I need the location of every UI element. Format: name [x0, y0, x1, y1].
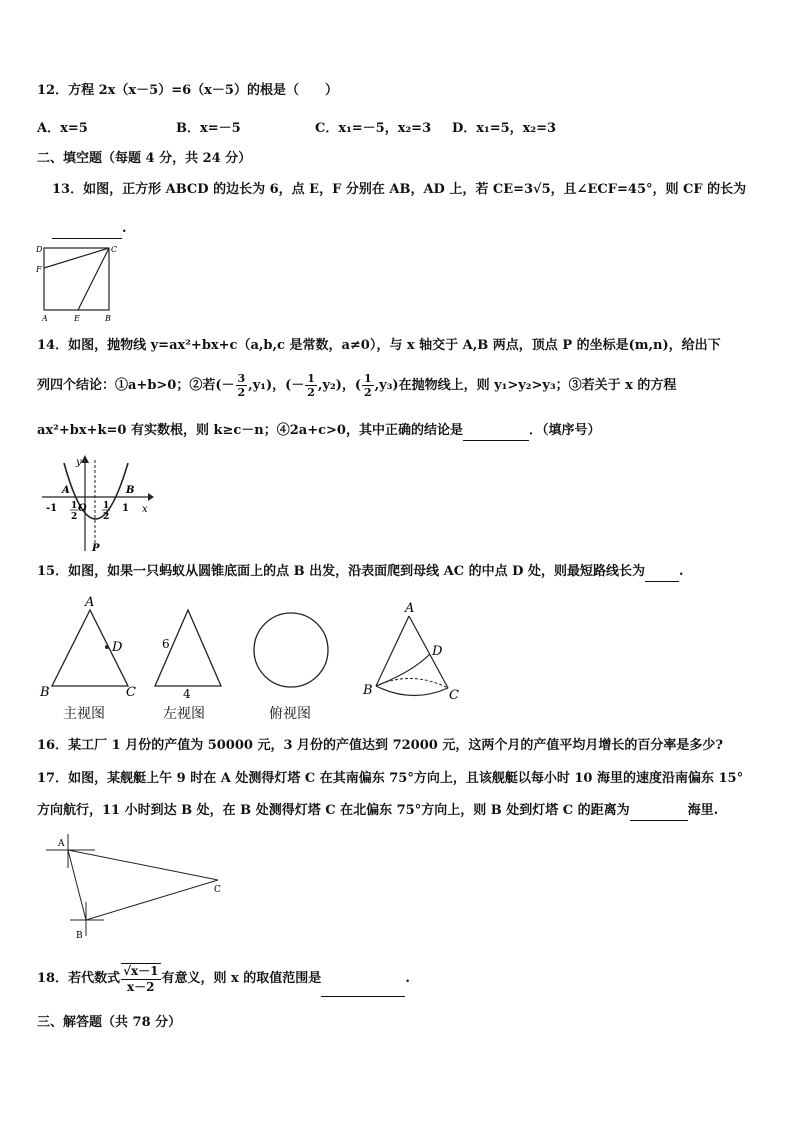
label-B: B — [363, 683, 373, 698]
label-C: C — [449, 688, 459, 703]
answer-blank[interactable] — [645, 563, 679, 582]
q18-text: 18．若代数式 $\frac{√x-1}{x-2}$ 有意义，则 x 的取值范围是 . — [37, 962, 410, 997]
fraction: $\frac{1}{2}$ — [307, 372, 315, 399]
q12-option-a: A．x=5 — [37, 121, 88, 136]
q17-line2: 方向航行，11 小时到达 B 处，在 B 处测得灯塔 C 在北偏东 75°方向上，则 B 处到灯塔 C 的距离为 海里. — [37, 802, 718, 821]
label-B: B — [76, 931, 83, 941]
fraction: $\frac{3}{2}$ — [237, 372, 246, 399]
label-A: A — [62, 485, 70, 496]
q14-parabola-graph — [40, 455, 160, 555]
q17-navigation-figure — [40, 832, 230, 942]
caption-front-view: 主视图 — [63, 706, 105, 722]
label-A: A — [85, 595, 95, 610]
label-C: C — [126, 685, 136, 700]
label-E: E — [74, 314, 80, 323]
label-half-den: 2 — [103, 512, 110, 522]
label-C: C — [111, 245, 118, 254]
q17-line1: 17．如图，某舰艇上午 9 时在 A 处测得灯塔 C 在其南偏东 75°方向上，且该舰艇以每小时 10 海里的速度沿南偏东 15° — [37, 771, 744, 786]
label-O: O — [78, 503, 87, 514]
q12-stem: 12．方程 2x（x－5）=6（x－5）的根是（ ） — [37, 83, 338, 98]
answer-blank[interactable] — [630, 802, 688, 821]
q13-line1: 13．如图，正方形 ABCD 的边长为 6，点 E，F 分别在 AB，AD 上，若 CE=3√5，且∠ECF=45°，则 CF 的长为 — [52, 182, 747, 197]
answer-blank[interactable] — [321, 962, 405, 997]
q15-top-view — [248, 608, 338, 698]
label-A: A — [42, 314, 48, 323]
section-2-heading: 二、填空题（每题 4 分，共 24 分） — [37, 151, 252, 166]
section-3-heading: 三、解答题（共 78 分） — [37, 1015, 182, 1030]
label-y: y — [76, 457, 82, 468]
label-B: B — [105, 314, 111, 323]
q16-text: 16．某工厂 1 月份的产值为 50000 元，3 月份的产值达到 72000 元，这两个月的产值平均月增长的百分率是多少? — [37, 738, 723, 753]
q15-front-view — [38, 592, 138, 702]
answer-blank[interactable] — [52, 220, 122, 239]
label-D: D — [112, 640, 123, 655]
label-width: 4 — [183, 687, 191, 701]
radical-fraction: $\frac{√x-1}{x-2}$ — [123, 963, 159, 994]
label-P: P — [92, 543, 100, 554]
label-B: B — [126, 485, 135, 496]
label-neg-half-den: 2 — [71, 512, 78, 522]
label-D: D — [432, 644, 443, 659]
label-C: C — [214, 885, 221, 895]
q12-option-c: C．x₁=－5，x₂=3 — [315, 121, 432, 136]
q14-line3: ax²+bx+k=0 有实数根，则 k≥c－n；④2a+c>0，其中正确的结论是 ．（填序号） — [37, 422, 601, 441]
label-x: x — [142, 504, 148, 515]
label-neg1: -1 — [46, 503, 58, 514]
q12-option-d: D．x₁=5，x₂=3 — [452, 121, 557, 136]
q14-line1: 14．如图，抛物线 y=ax²+bx+c（a,b,c 是常数，a≠0），与 x 轴交于 A,B 两点，顶点 P 的坐标是(m,n)，给出下 — [37, 338, 721, 353]
label-neg-half-num: 1 — [71, 501, 78, 511]
label-D: D — [36, 245, 43, 254]
caption-top-view: 俯视图 — [269, 706, 311, 722]
q15-side-view — [150, 592, 240, 702]
q13-square-figure — [34, 242, 134, 322]
label-height: 6 — [162, 637, 170, 651]
q14-line2: 列四个结论：①a+b>0；②若(－ $\frac{3}{2}$ ,y₁)，(－ $\frac{1}{2}$ ,y₂)，( $\frac{1}{2}$ ,y₃)在抛物线上，则 y₁>y₂>y₃；③若关于 x 的方程 — [37, 372, 677, 399]
label-A: A — [405, 601, 415, 616]
caption-side-view: 左视图 — [163, 706, 205, 722]
label-half-num: 1 — [103, 501, 110, 511]
label-one: 1 — [122, 503, 129, 514]
answer-blank[interactable] — [463, 422, 529, 441]
label-A: A — [58, 839, 65, 849]
label-B: B — [40, 685, 50, 700]
fraction: $\frac{1}{2}$ — [364, 372, 372, 399]
q15-cone-figure — [358, 600, 468, 710]
q12-option-b: B．x=－5 — [176, 121, 241, 136]
q15-text: 15．如图，如果一只蚂蚁从圆锥底面上的点 B 出发，沿表面爬到母线 AC 的中点 D 处，则最短路线长为 . — [37, 563, 683, 582]
q13-line2: . — [52, 220, 127, 239]
label-F: F — [36, 265, 42, 274]
